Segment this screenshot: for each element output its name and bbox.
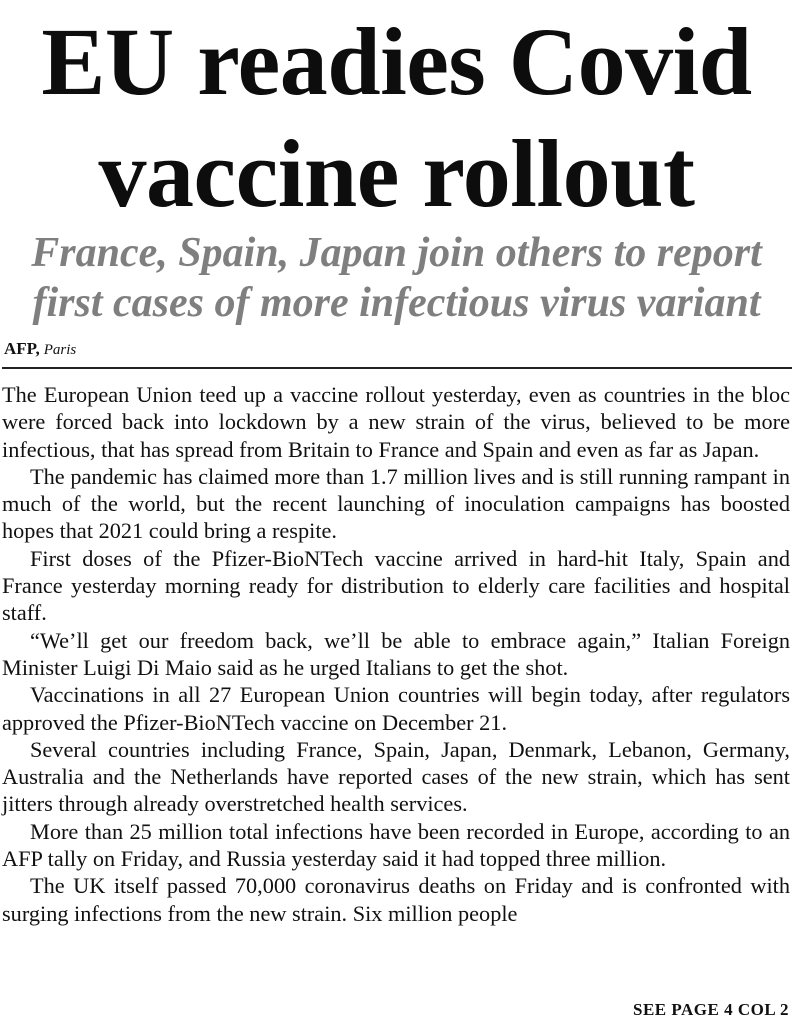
article-paragraph: More than 25 million total infections have been recorded in Europe, according to an AFP tally on Friday, and Russia yesterday said it had topped three million. [2, 818, 790, 872]
byline-place: Paris [43, 342, 77, 358]
article-paragraph: Several countries including France, Spain, Japan, Denmark, Lebanon, Germany, Australia and the Netherlands have reported cases of the new strain, which has sent jitters through already overstretched health services. [2, 736, 790, 817]
subheadline [0, 228, 793, 328]
article-paragraph: The European Union teed up a vaccine rollout yesterday, even as countries in the bloc were forced back into lockdown by a new strain of the virus, believed to be more infectious, that has spread from Britain to France and Spain and even as far as Japan. [2, 382, 790, 462]
byline-agency: AFP, [4, 339, 40, 358]
subheadline-line-1: France, Spain, Japan join others to report [31, 230, 762, 276]
byline [4, 338, 76, 361]
continuation-note: SEE PAGE 4 COL 2 [633, 1000, 789, 1019]
headline-line-1: EU readies Covid [41, 8, 752, 115]
headline [0, 0, 793, 230]
article-paragraph: “We’ll get our freedom back, we’ll be able to embrace again,” Italian Foreign Minister Luigi Di Maio said as he urged Italians to get the shot. [2, 627, 790, 680]
headline-line-2: vaccine rollout [98, 120, 695, 227]
subheadline-line-2: first cases of more infectious virus variant [32, 280, 761, 326]
divider-rule [2, 367, 792, 369]
article-paragraph: Vaccinations in all 27 European Union countries will begin today, after regulators approved the Pfizer-BioNTech vaccine on December 21. [2, 682, 790, 735]
article-paragraph: The UK itself passed 70,000 coronavirus deaths on Friday and is confronted with surging infections from the new strain. Six million people [2, 873, 790, 926]
article-paragraph: First doses of the Pfizer-BioNTech vaccine arrived in hard-hit Italy, Spain and France yesterday morning ready for distribution to elderly care facilities and hospital staff. [2, 545, 790, 626]
article-body [2, 381, 790, 927]
article-paragraph: The pandemic has claimed more than 1.7 million lives and is still running rampant in much of the world, but the recent launching of inoculation campaigns has boosted hopes that 2021 could bring a respite. [2, 463, 790, 544]
